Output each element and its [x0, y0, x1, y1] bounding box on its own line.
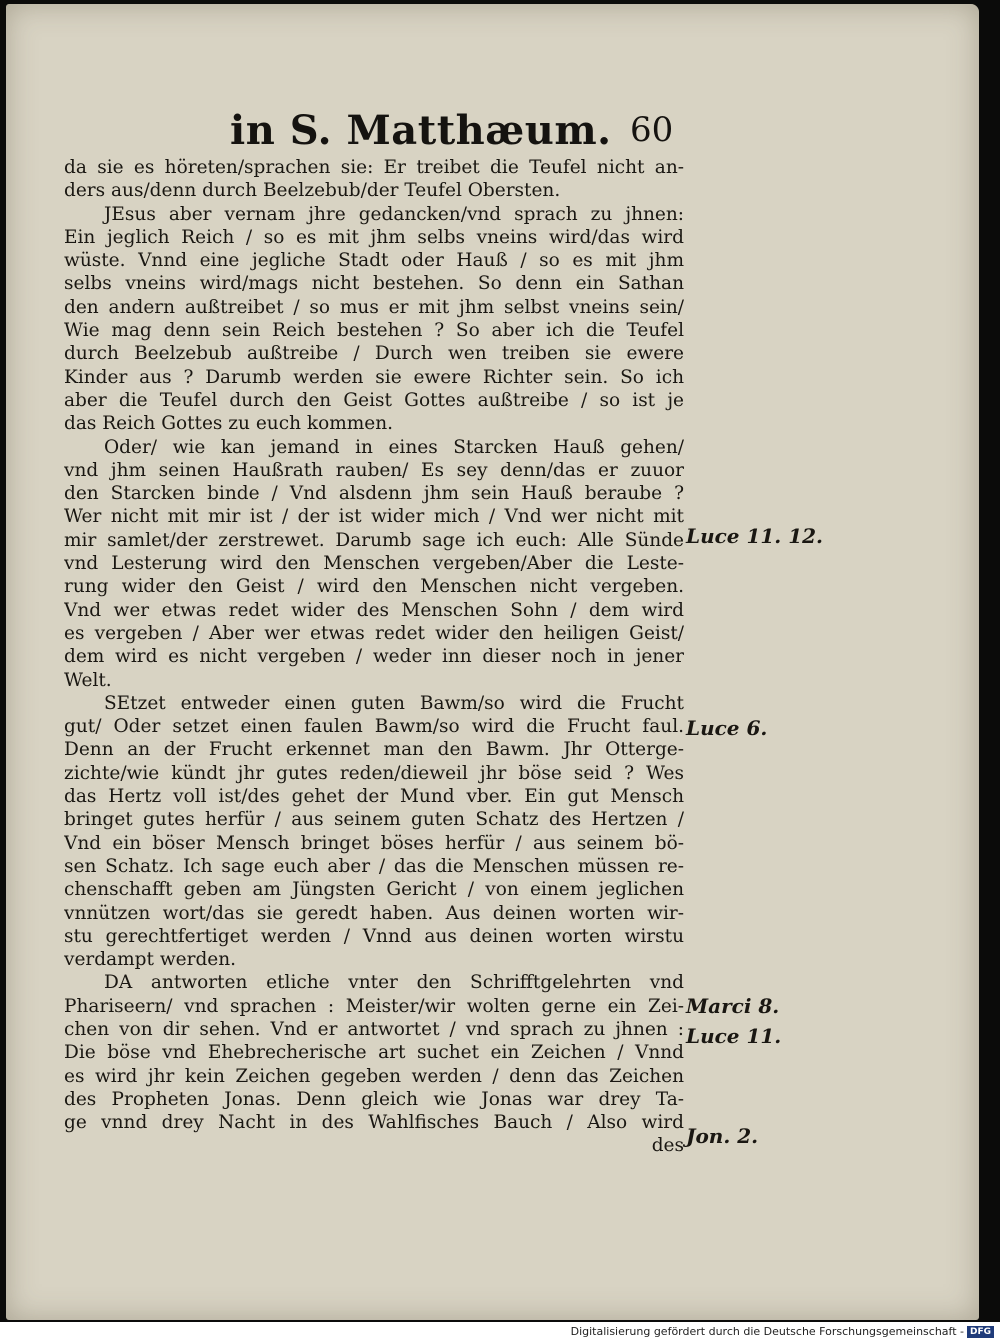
text-line: es vergeben / Aber wer etwas redet wider den heiligen Geist/: [64, 622, 684, 644]
body-text: [64, 156, 684, 1158]
text-line: Oder/ wie kan jemand in eines Starcken Hauß gehen/: [104, 436, 684, 458]
text-line: wüste. Vnnd eine jegliche Stadt oder Hauß / so es mit jhm: [64, 250, 684, 272]
text-line: es wird jhr kein Zeichen gegeben werden / denn das Zeichen: [64, 1065, 684, 1087]
text-line: ders aus/denn durch Beelzebub/der Teufel Obersten.: [64, 180, 561, 202]
text-line: chen von dir sehen. Vnd er antwortet / vnd sprach zu jhnen :: [64, 1018, 684, 1040]
text-line: vnnützen wort/das sie geredt haben. Aus deinen worten wir-: [64, 902, 684, 924]
text-line: den Starcken binde / Vnd alsdenn jhm sein Hauß beraube ?: [64, 483, 684, 505]
book-page: [6, 4, 979, 1320]
text-line: selbs vneins wird/mags nicht bestehen. So denn ein Sathan: [64, 273, 684, 295]
text-line: Vnd wer etwas redet wider des Menschen Sohn / dem wird: [64, 599, 684, 621]
margin-note: Luce 11.: [686, 1024, 782, 1048]
text-line: chenschafft geben am Jüngsten Gericht / von einem jeglichen: [64, 879, 684, 901]
text-line: das Reich Gottes zu euch kommen.: [64, 413, 394, 435]
digitization-credit: [571, 1325, 994, 1338]
text-line: Denn an der Frucht erkennet man den Bawm. Jhr Otterge-: [64, 739, 684, 761]
text-line: Phariseern/ vnd sprachen : Meister/wir wolten gerne ein Zei-: [64, 995, 684, 1017]
text-line: dem wird es nicht vergeben / weder inn dieser noch in jener: [64, 646, 684, 668]
text-line: ge vnnd drey Nacht in des Wahlfisches Bauch / Also wird: [64, 1112, 684, 1134]
text-line: Wer nicht mit mir ist / der ist wider mich / Vnd wer nicht mit: [64, 506, 684, 528]
margin-note: Marci 8.: [686, 994, 780, 1018]
catchword: des: [651, 1135, 684, 1157]
text-line: gut/ Oder setzet einen faulen Bawm/so wird die Frucht faul.: [64, 716, 684, 738]
text-line: den andern außtreibet / so mus er mit jhm selbst vneins sein/: [64, 296, 684, 318]
text-line: Kinder aus ? Darumb werden sie ewere Richter sein. So ich: [64, 366, 684, 388]
page-number: 60: [630, 110, 674, 150]
text-line: Welt.: [64, 669, 112, 691]
credit-text: Digitalisierung gefördert durch die Deutsche Forschungsgemeinschaft -: [570, 1325, 964, 1338]
text-line: rung wider den Geist / wird den Menschen nicht vergeben.: [64, 576, 684, 598]
text-line: vnd jhm seinen Haußrath rauben/ Es sey denn/das er zuuor: [64, 459, 684, 481]
text-line: vnd Lesterung wird den Menschen vergeben/Aber die Leste-: [64, 553, 684, 575]
text-line: DA antworten etliche vnter den Schrifftgelehrten vnd: [104, 972, 684, 994]
text-line: Ein jeglich Reich / so es mit jhm selbs vneins wird/das wird: [64, 226, 684, 248]
running-head: in S. Matthæum.: [230, 107, 612, 154]
text-line: Die böse vnd Ehebrecherische art suchet ein Zeichen / Vnnd: [64, 1042, 684, 1064]
text-line: bringet gutes herfür / aus seinem guten Schatz des Hertzen /: [64, 809, 684, 831]
text-line: SEtzet entweder einen guten Bawm/so wird die Frucht: [104, 692, 684, 714]
margin-note: Luce 6.: [686, 716, 768, 740]
text-line: aber die Teufel durch den Geist Gottes außtreibe / so ist je: [64, 389, 684, 411]
text-line: da sie es höreten/sprachen sie: Er treibet die Teufel nicht an-: [64, 157, 684, 178]
text-line: JEsus aber vernam jhre gedancken/vnd sprach zu jhnen:: [104, 203, 684, 225]
margin-note: Jon. 2.: [686, 1124, 759, 1148]
text-line: durch Beelzebub außtreibe / Durch wen treiben sie ewere: [64, 343, 684, 365]
text-line: Vnd ein böser Mensch bringet böses herfür / aus seinem bö-: [64, 832, 684, 854]
margin-note: Luce 11. 12.: [686, 524, 824, 548]
dfg-logo: DFG: [967, 1326, 994, 1338]
text-line: sen Schatz. Ich sage euch aber / das die Menschen müssen re-: [64, 855, 684, 877]
text-line: zichte/wie kündt jhr gutes reden/dieweil jhr böse seid ? Wes: [64, 762, 684, 784]
text-line: mir samlet/der zerstrewet. Darumb sage ich euch: Alle Sünde: [64, 529, 684, 551]
text-line: des Propheten Jonas. Denn gleich wie Jonas war drey Ta-: [64, 1088, 684, 1110]
text-line: das Hertz voll ist/des gehet der Mund vber. Ein gut Mensch: [64, 786, 684, 808]
text-line: verdampt werden.: [64, 949, 237, 971]
text-line: stu gerechtfertiget werden / Vnnd aus deinen worten wirstu: [64, 925, 684, 947]
text-line: Wie mag denn sein Reich bestehen ? So aber ich die Teufel: [64, 320, 684, 342]
